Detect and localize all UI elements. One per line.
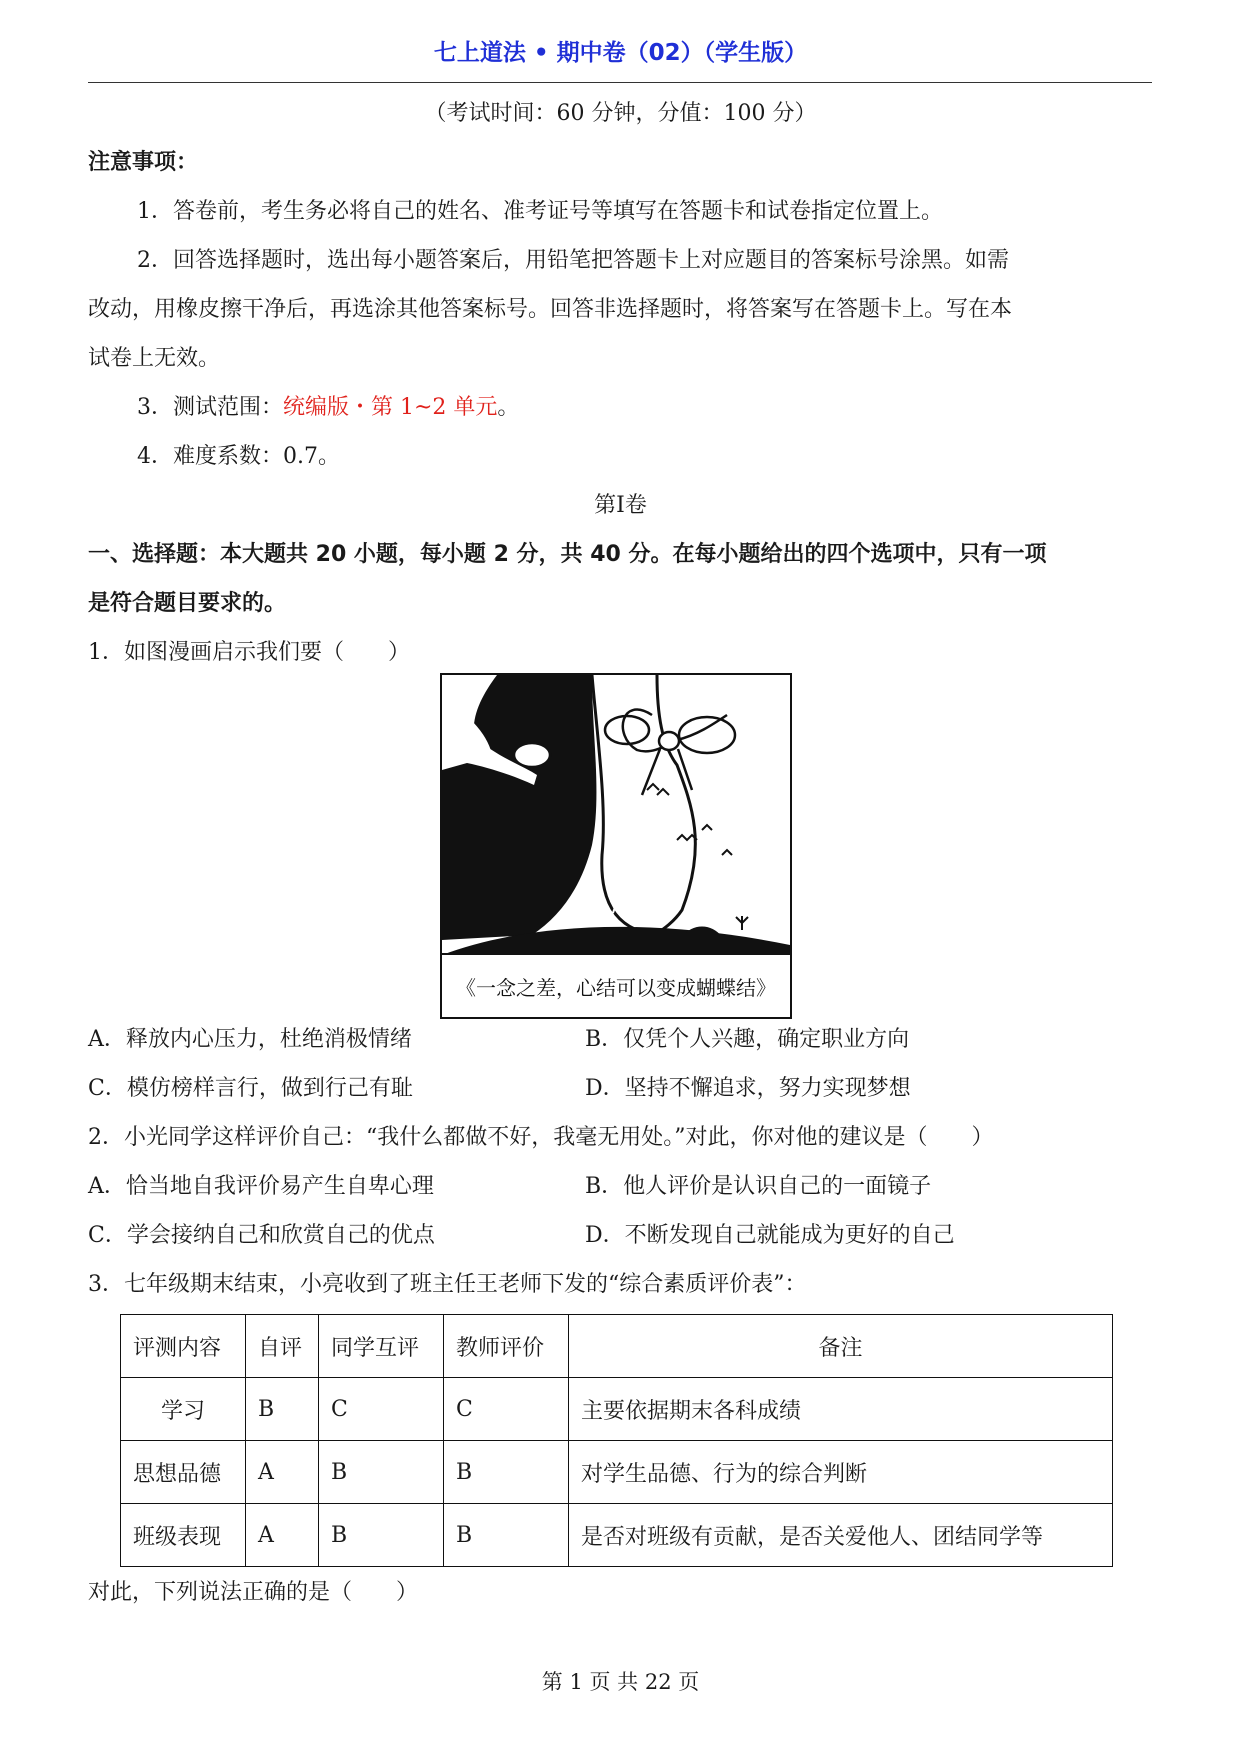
notice-item-3-prefix: 3．测试范围： (137, 395, 283, 420)
table-cell: B (444, 1504, 569, 1567)
table-header-cell: 备注 (569, 1315, 1113, 1378)
tree-illustration (442, 675, 790, 955)
question-3-stem: 3．七年级期末结束，小亮收到了班主任王老师下发的“综合素质评价表”： (88, 1272, 807, 1297)
table-cell: 对学生品德、行为的综合判断 (569, 1441, 1113, 1504)
table-cell: 学习 (121, 1378, 246, 1441)
table-row (121, 1441, 1113, 1504)
notice-item-3 (137, 393, 519, 423)
table-cell: B (246, 1378, 319, 1441)
page-footer: 第 1 页 共 22 页 (541, 1670, 700, 1694)
notice-item-4: 4．难度系数：0.7。 (137, 444, 340, 469)
table-cell: 思想品德 (121, 1441, 246, 1504)
q2-option-a: A．恰当地自我评价易产生自卑心理 (88, 1174, 434, 1199)
table-header-cell: 同学互评 (319, 1315, 444, 1378)
table-cell: A (246, 1504, 319, 1567)
table-header-row (121, 1315, 1113, 1378)
table-cell: B (319, 1441, 444, 1504)
table-cell: C (444, 1378, 569, 1441)
volume-label: 第I卷 (594, 493, 647, 518)
notice-item-1: 1．答卷前，考生务必将自己的姓名、准考证号等填写在答题卡和试卷指定位置上。 (137, 199, 943, 224)
table-cell: B (444, 1441, 569, 1504)
table-cell: 是否对班级有贡献，是否关爱他人、团结同学等 (569, 1504, 1113, 1567)
table-header-cell: 评测内容 (121, 1315, 246, 1378)
table-cell: A (246, 1441, 319, 1504)
page-header-title: 七上道法 • 期中卷（02）（学生版） (433, 40, 808, 66)
q1-option-d: D．坚持不懈追求，努力实现梦想 (585, 1076, 911, 1101)
table-row (121, 1378, 1113, 1441)
comic-image (440, 673, 792, 1019)
q1-option-c: C．模仿榜样言行，做到行己有耻 (88, 1076, 413, 1101)
comic-caption: 《一念之差，心结可以变成蝴蝶结》 (442, 953, 790, 1017)
table-header-cell: 教师评价 (444, 1315, 569, 1378)
q2-option-c: C．学会接纳自己和欣赏自己的优点 (88, 1223, 435, 1248)
q2-option-b: B．他人评价是认识自己的一面镜子 (585, 1174, 932, 1199)
table-cell: 班级表现 (121, 1504, 246, 1567)
section-heading: 一、选择题：本大题共 20 小题，每小题 2 分，共 40 分。在每小题给出的四个选项中，只有一项 (88, 542, 1047, 567)
table-row (121, 1504, 1113, 1567)
table-header-cell: 自评 (246, 1315, 319, 1378)
notice-item-3-suffix: 。 (497, 395, 520, 420)
question-1-stem: 1．如图漫画启示我们要（ ） (88, 640, 410, 665)
table-cell: C (319, 1378, 444, 1441)
notice-item-2: 2．回答选择题时，选出每小题答案后，用铅笔把答题卡上对应题目的答案标号涂黑。如需 (137, 248, 1010, 273)
notice-item-2-end: 试卷上无效。 (88, 346, 221, 371)
header-divider (88, 82, 1152, 83)
notice-item-2-cont: 改动，用橡皮擦干净后，再选涂其他答案标号。回答非选择题时，将答案写在答题卡上。写在本 (88, 297, 1013, 322)
question-2-stem: 2．小光同学这样评价自己：“我什么都做不好，我毫无用处。”对此，你对他的建议是（ ） (88, 1125, 994, 1150)
exam-info: （考试时间：60 分钟，分值：100 分） (424, 101, 817, 126)
notice-heading: 注意事项： (88, 150, 199, 175)
q2-option-d: D．不断发现自己就能成为更好的自己 (585, 1223, 955, 1248)
question-3-followup: 对此，下列说法正确的是（ ） (88, 1580, 419, 1605)
q1-option-a: A．释放内心压力，杜绝消极情绪 (88, 1027, 412, 1052)
table-cell: 主要依据期末各科成绩 (569, 1378, 1113, 1441)
q1-option-b: B．仅凭个人兴趣，确定职业方向 (585, 1027, 910, 1052)
table-cell: B (319, 1504, 444, 1567)
test-range: 统编版・第 1~2 单元 (283, 395, 498, 420)
evaluation-table (120, 1314, 1113, 1567)
section-heading-cont: 是符合题目要求的。 (88, 591, 287, 616)
